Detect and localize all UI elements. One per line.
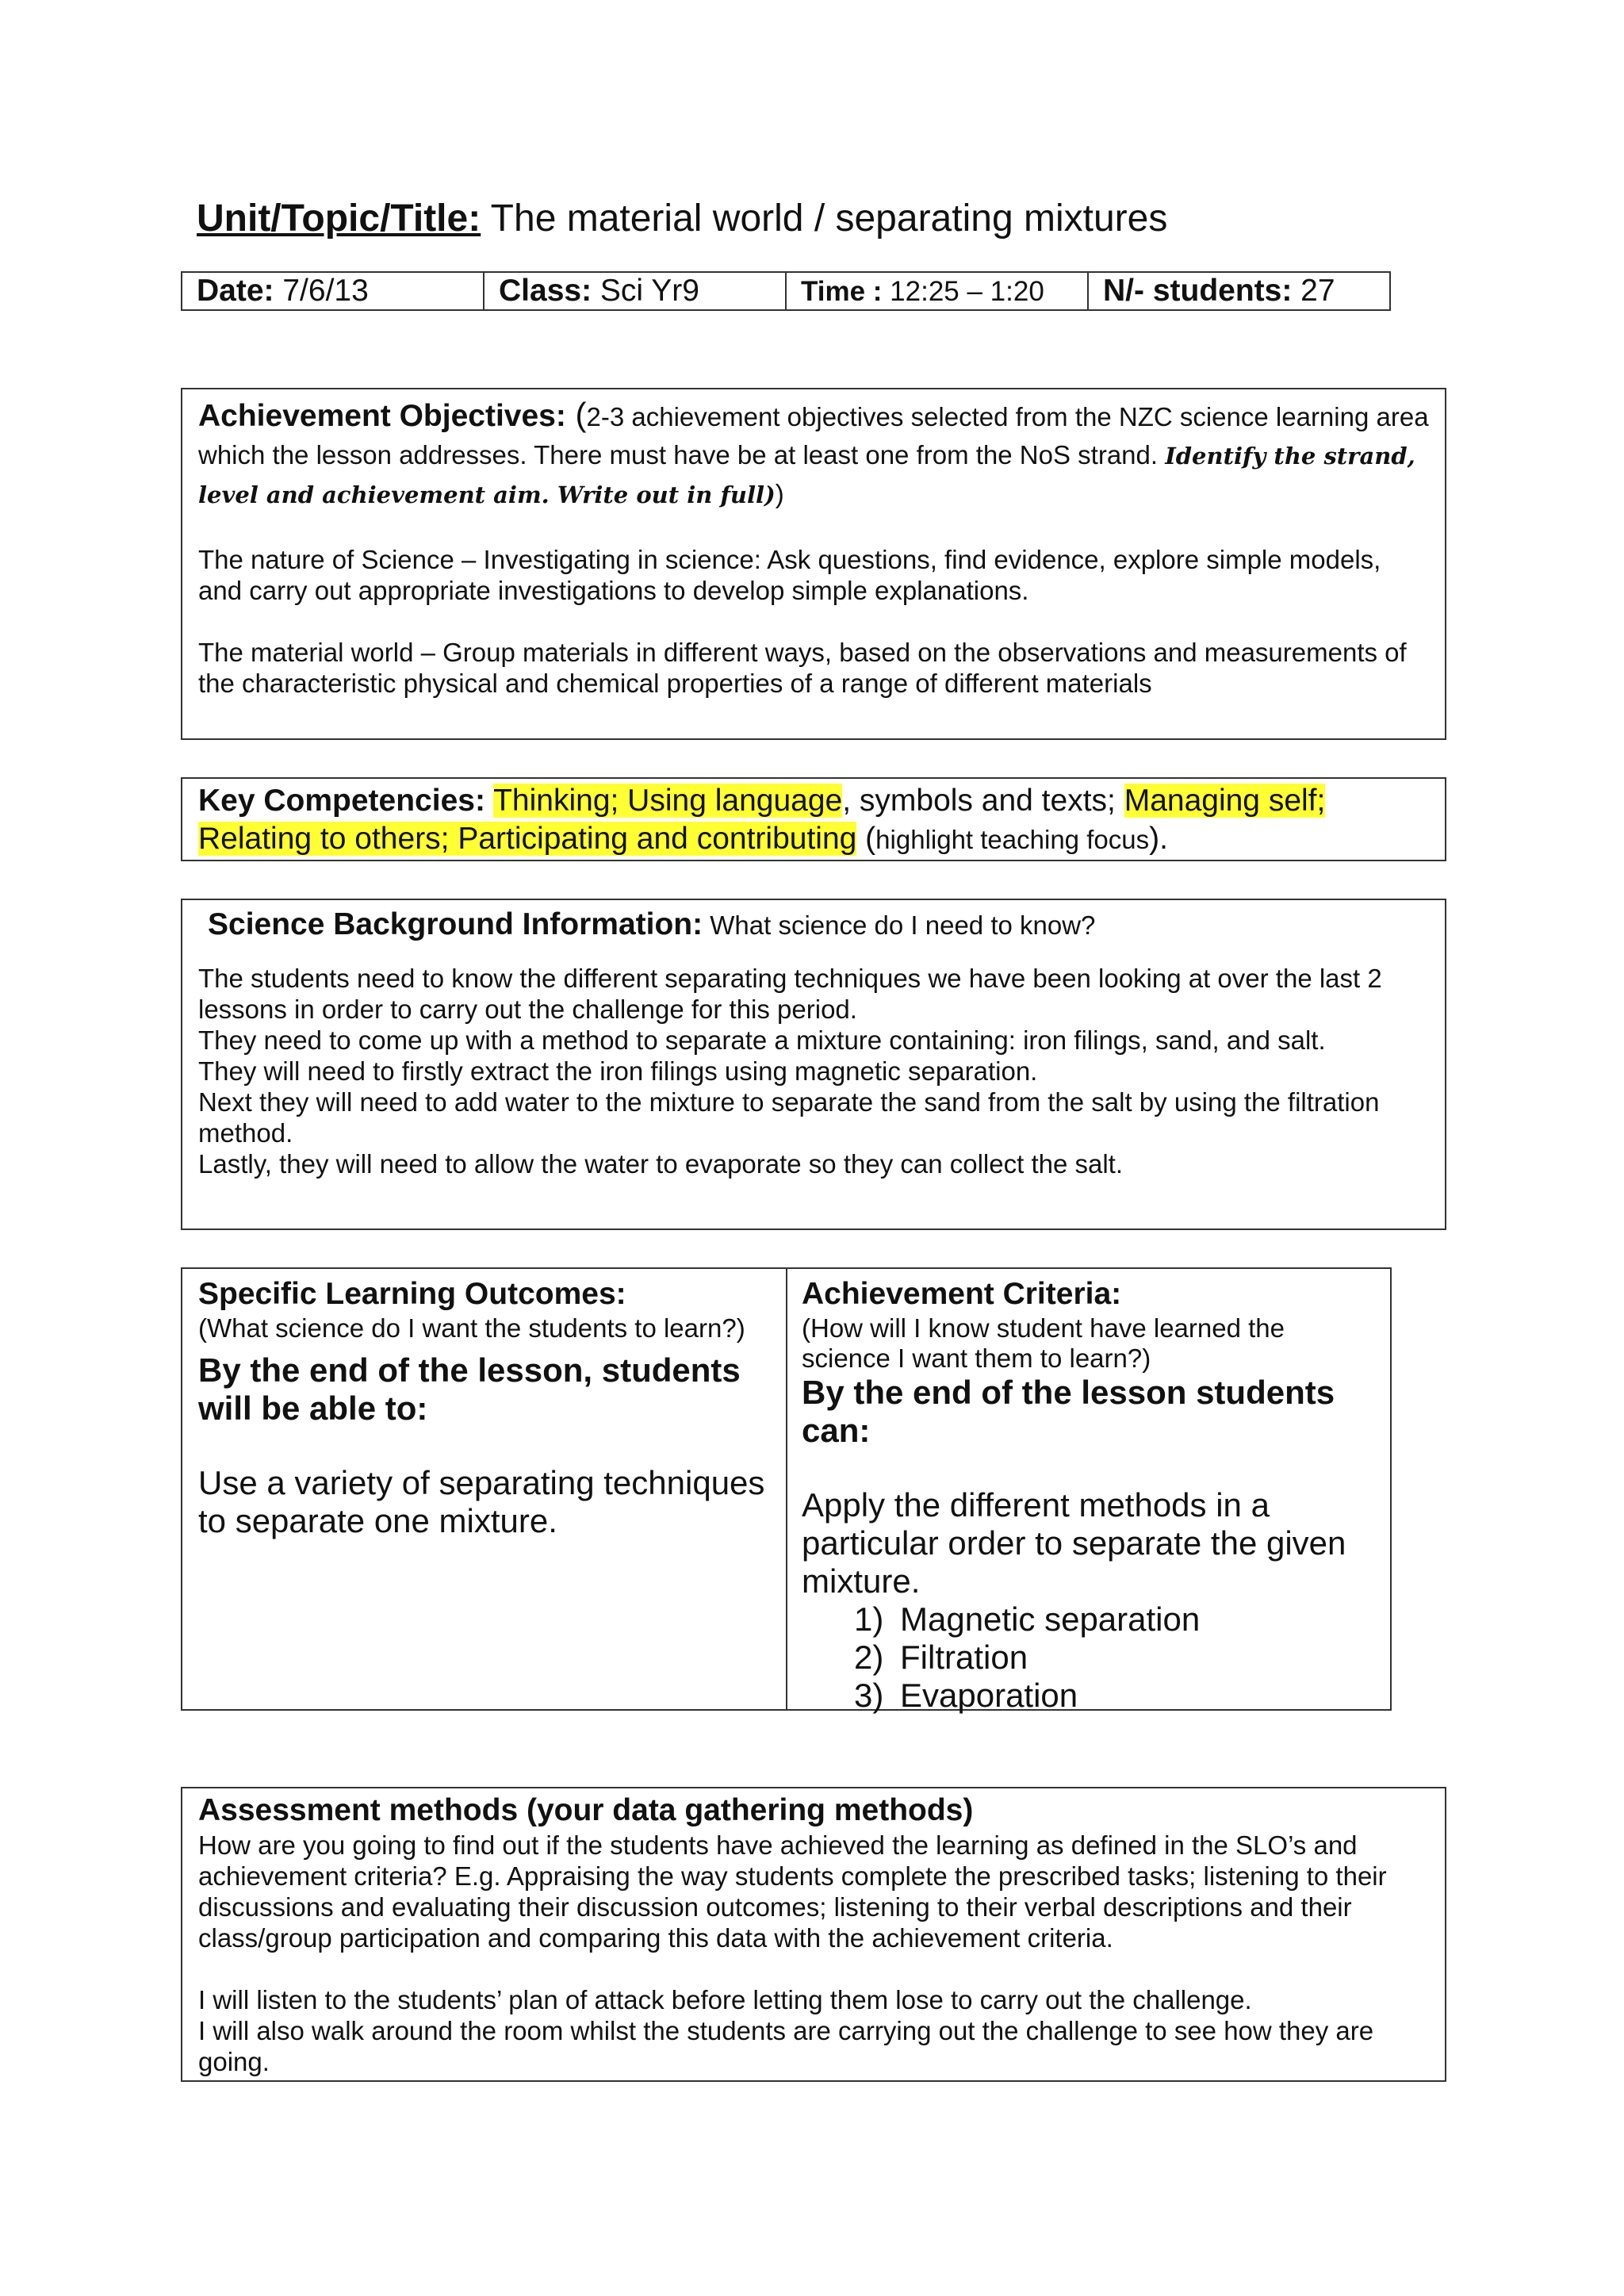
date-cell: [181, 271, 485, 311]
background-line: They need to come up with a method to separate a mixture containing: iron filings, sand, and salt.: [198, 1025, 1326, 1055]
date-label: Date:: [197, 274, 274, 308]
outcomes-criteria-table: [181, 1267, 1392, 1714]
key-competencies-box: [181, 777, 1446, 861]
list-item: 2) Filtration: [854, 1639, 1028, 1676]
achievement-objectives-heading: Achievement Objectives:: [198, 399, 566, 433]
background-line: The students need to know the different separating techniques we have been looking at over the last 2 lessons in order to carry out the challenge for this period.: [198, 964, 1382, 1024]
criteria-sub: (How will I know student have learned the science I want them to learn?): [802, 1313, 1285, 1373]
science-background-question: What science do I need to know?: [703, 910, 1096, 940]
students-value: 27: [1292, 274, 1335, 308]
criteria-lead: By the end of the lesson students can:: [802, 1374, 1335, 1449]
background-line: They will need to firstly extract the iron filings using magnetic separation.: [198, 1056, 1038, 1086]
criteria-column: [786, 1269, 1392, 1714]
assessment-prompt: How are you going to find out if the students have achieved the learning as defined in the SLO’s and achievement criteria? E.g. Appraising the way students complete the prescribed tasks; listening to their discussions and evaluating their discussion outcomes; listening to their verbal descriptions and their class/group participation and comparing this data with the achievement criteria.: [198, 1830, 1387, 1953]
paren-close: ): [775, 479, 784, 508]
science-background-box: [181, 899, 1446, 1230]
highlight-thinking-language: Thinking; Using language: [493, 784, 843, 818]
page-title: [197, 194, 1167, 244]
objective-material-world: The material world – Group materials in different ways, based on the observations and measurements of the characteristic physical and chemical properties of a range of different materials: [198, 638, 1407, 698]
objectives-instruction: 2-3 achievement objectives selected from the NZC science learning area which the lesson addresses. There must have be at least one from the NoS strand.: [198, 402, 1429, 470]
assessment-heading: Assessment methods (your data gathering methods): [198, 1793, 974, 1827]
criteria-heading: Achievement Criteria:: [802, 1277, 1122, 1311]
students-cell: [1087, 271, 1391, 311]
time-value: 12:25 – 1:20: [882, 276, 1044, 307]
kc-plain-3: ).: [1149, 822, 1168, 856]
assessment-box: [181, 1787, 1446, 2082]
criteria-body: Apply the different methods in a particular order to separate the given mixture.: [802, 1486, 1346, 1600]
objectives-script-note: Identify the strand, level and achievement aim. Write out in full): [198, 443, 1415, 508]
key-competencies-heading: Key Competencies:: [198, 784, 485, 818]
assessment-line-2: I will also walk around the room whilst the students are carrying out the challenge to see how they are going.: [198, 2016, 1374, 2076]
students-label: N/- students:: [1103, 274, 1293, 308]
list-item: 1) Magnetic separation: [854, 1600, 1201, 1638]
title-label: Unit/Topic/Title:: [197, 197, 481, 240]
slo-sub: (What science do I want the students to learn?): [198, 1313, 745, 1343]
achievement-objectives-box: [181, 388, 1446, 740]
highlight-managing-self: Managing self;: [1124, 784, 1326, 818]
background-line: Lastly, they will need to allow the water to evaporate so they can collect the salt.: [198, 1149, 1124, 1179]
kc-plain-2: (: [856, 822, 876, 856]
slo-lead: By the end of the lesson, students will be able to:: [198, 1351, 741, 1427]
slo-column: [182, 1269, 787, 1709]
highlight-relating-participating: Relating to others; Participating and contributing: [198, 822, 857, 856]
class-value: Sci Yr9: [592, 274, 699, 308]
assessment-line-1: I will listen to the students’ plan of attack before letting them lose to carry out the challenge.: [198, 1985, 1252, 2014]
title-value: The material world / separating mixtures: [481, 197, 1168, 240]
date-value: 7/6/13: [274, 274, 369, 308]
background-line: Next they will need to add water to the mixture to separate the sand from the salt by using the filtration method.: [198, 1087, 1380, 1148]
list-item: 3) Evaporation: [854, 1677, 1078, 1714]
class-cell: [483, 271, 787, 311]
kc-plain-1: , symbols and texts;: [842, 784, 1124, 818]
time-cell: [785, 271, 1089, 311]
slo-heading: Specific Learning Outcomes:: [198, 1277, 626, 1311]
kc-note: highlight teaching focus: [875, 825, 1150, 854]
paren-open: (: [565, 396, 587, 433]
class-label: Class:: [499, 274, 592, 308]
objective-nature-of-science: The nature of Science – Investigating in science: Ask questions, find evidence, explore simple models, and carry out appropriate investigations to develop simple explanations.: [198, 545, 1381, 605]
science-background-heading: Science Background Information:: [208, 907, 703, 941]
slo-body: Use a variety of separating techniques to separate one mixture.: [198, 1464, 765, 1539]
method-steps-list: [802, 1600, 1392, 1715]
time-label: Time :: [801, 276, 883, 307]
